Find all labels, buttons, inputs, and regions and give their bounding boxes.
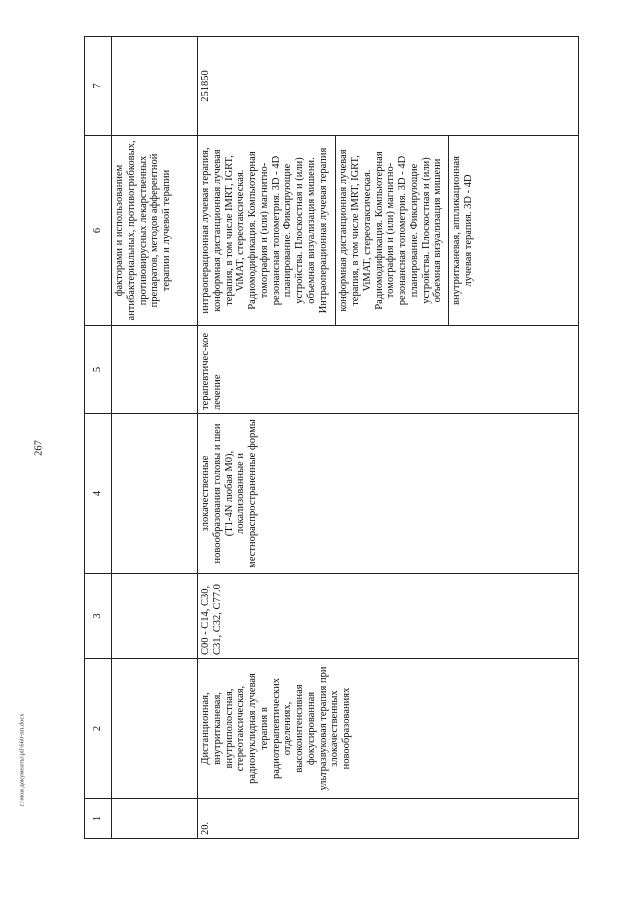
continuation-row [112, 37, 198, 839]
column-header: 6 [85, 136, 112, 326]
method-text: конформная дистанционная лучевая терапия, в том числе IMRT, IGRT, ViMAT, стереотаксическая. Радиомодификация. Компьютерная томография и (или) магнитно-резонансная топометрия. 3D - 4D планирование. Фиксирующие устройства. Плоскостная и (или) объемная визуализация мишени [335, 136, 444, 325]
treatment-type-cell: терапевтичес-кое лечение [198, 326, 579, 414]
column-header: 3 [85, 574, 112, 659]
empty-cell [112, 799, 198, 839]
method-text: внутритканевая, аппликационная лучевая терапия. 3D - 4D [448, 136, 475, 325]
column-header: 5 [85, 326, 112, 414]
column-header: 7 [85, 37, 112, 136]
header-row [85, 37, 112, 839]
rotated-table-frame [84, 37, 579, 839]
cost-cell: 251850 [198, 37, 579, 136]
medical-care-table [84, 36, 579, 839]
treatment-methods-cell [198, 136, 579, 326]
empty-cell [112, 414, 198, 574]
table-row [198, 37, 579, 839]
column-header: 2 [85, 659, 112, 799]
footer-file-path: c:\мои документы\pil\660-пп.docx [18, 713, 26, 807]
page-number: 267 [33, 440, 45, 456]
column-header: 1 [85, 799, 112, 839]
row-number: 20. [198, 799, 579, 839]
empty-cell [112, 37, 198, 136]
empty-cell [112, 574, 198, 659]
care-type-cell: Дистанционная, внутритканевая, внутриполостная, стереотаксическая, радионуклидная лучевая терапия в радиотерапевтических отделениях, высокоинтенсивная фокусированная ультразвуковая терапия при злокачественных новообразованиях [198, 659, 579, 799]
empty-cell [112, 326, 198, 414]
empty-cell [112, 659, 198, 799]
icd-codes-cell: С00 - С14, С30, С31, С32, С77.0 [198, 574, 579, 659]
continuation-methods-cell: факторами и использованием антибактериальных, противогрибковых, противовирусных лекарственных препаратов, методов афферентной терапии и лучевой терапии [112, 136, 198, 326]
method-text: интраоперационная лучевая терапия, конформная дистанционная лучевая терапия, в том числе IMRT, IGRT, ViMAT, стереотаксическая. Радиомодификация. Компьютерная томография и (или) магнитно-резонансная топометрия. 3D - 4D планирование. Фиксирующие устройства. Плоскостная и (или) объемная визуализация мишени. Интраоперационная лучевая терапия [200, 147, 329, 314]
column-header: 4 [85, 414, 112, 574]
patient-model-cell: злокачественные новообразования головы и шеи (Т1-4N любая M0), локализованные и местнораспространенные формы [198, 414, 579, 574]
rotated-table-inner [84, 37, 579, 839]
